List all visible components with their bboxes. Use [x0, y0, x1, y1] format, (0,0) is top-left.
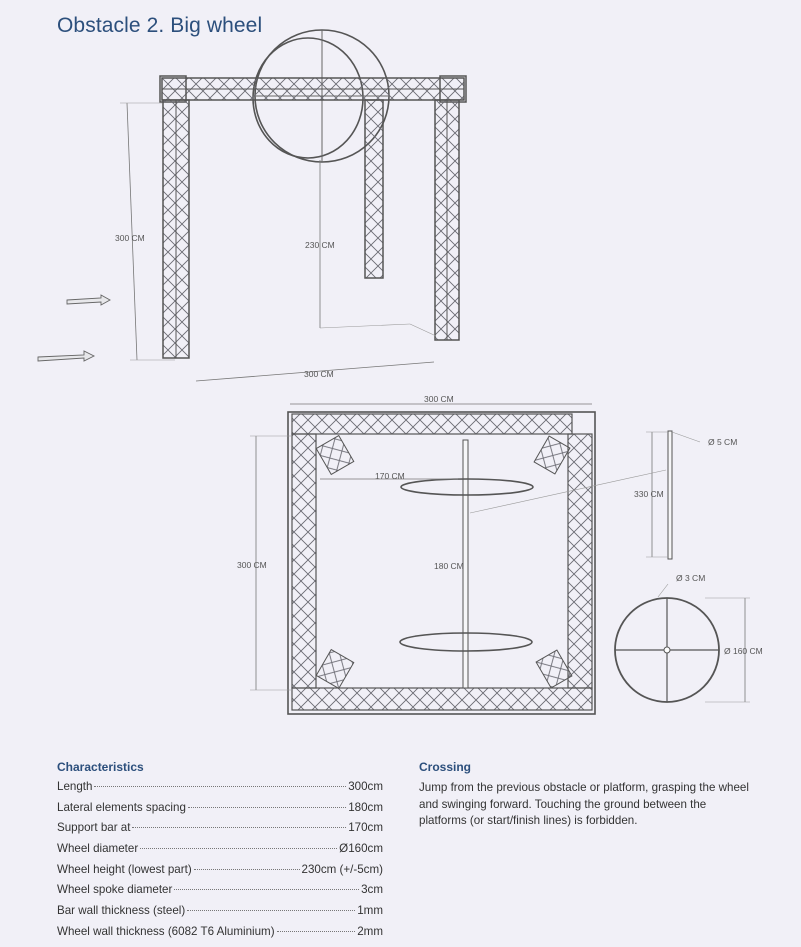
spec-value: 180cm — [348, 800, 383, 814]
front-right-column — [568, 434, 592, 688]
spec-value: 230cm (+/-5cm) — [301, 862, 383, 876]
perspective-view — [38, 30, 466, 381]
wheel-detail — [615, 573, 763, 702]
spec-label: Support bar at — [57, 821, 131, 835]
spec-label: Wheel spoke diameter — [57, 883, 173, 897]
spec-value: 3cm — [361, 883, 383, 897]
spec-row — [57, 821, 383, 842]
dim-bar-length-label: 330 CM — [634, 489, 664, 499]
crossing-heading: Crossing — [419, 760, 472, 774]
dim-spacing-label: 180 CM — [434, 561, 464, 571]
spec-label: Wheel height (lowest part) — [57, 862, 192, 876]
spec-value: 300cm — [348, 780, 383, 793]
crossing-description: Jump from the previous obstacle or platform, grasping the wheel and swinging forward. Touching the ground between the platforms (or start/finish lines) is forbidden. — [419, 781, 749, 827]
front-top-beam — [292, 414, 572, 434]
spec-label: Lateral elements spacing — [57, 800, 186, 814]
dim-support-label: 170 CM — [375, 471, 405, 481]
characteristics-list — [57, 780, 383, 946]
dim-height-label: 300 CM — [115, 233, 145, 243]
spec-value: 1mm — [357, 904, 383, 918]
dim-plan-width-label: 300 CM — [424, 394, 454, 404]
spec-label: Wheel diameter — [57, 842, 139, 856]
spec-row — [57, 780, 383, 801]
page-title: Obstacle 2. Big wheel — [57, 14, 263, 37]
front-bottom-beam — [292, 688, 592, 710]
spec-value: Ø160cm — [339, 842, 383, 856]
spec-value: 2mm — [357, 924, 383, 938]
spec-label: Bar wall thickness (steel) — [57, 904, 186, 918]
bar-detail — [470, 431, 737, 559]
dim-wheel-diameter-label: Ø 160 CM — [724, 646, 763, 656]
dim-spoke-diameter-label: Ø 3 CM — [676, 573, 706, 583]
front-view — [237, 394, 595, 714]
dim-length-label: 300 CM — [304, 369, 334, 379]
dim-bar-diameter-label: Ø 5 CM — [708, 437, 738, 447]
spec-row — [57, 842, 383, 863]
spec-label: Length — [57, 780, 93, 793]
spec-label: Wheel wall thickness (6082 T6 Aluminium) — [57, 924, 275, 938]
characteristics-heading: Characteristics — [57, 760, 144, 774]
spec-row — [57, 883, 383, 904]
dim-wheel-height-label: 230 CM — [305, 240, 335, 250]
front-left-column — [292, 434, 316, 688]
direction-arrow-icon — [38, 295, 110, 361]
spec-row — [57, 863, 383, 884]
spec-value: 170cm — [348, 821, 383, 835]
spec-row — [57, 801, 383, 822]
spec-row — [57, 904, 383, 925]
dim-depth-label: 300 CM — [237, 560, 267, 570]
middle-column — [365, 100, 383, 278]
spec-row — [57, 925, 383, 946]
